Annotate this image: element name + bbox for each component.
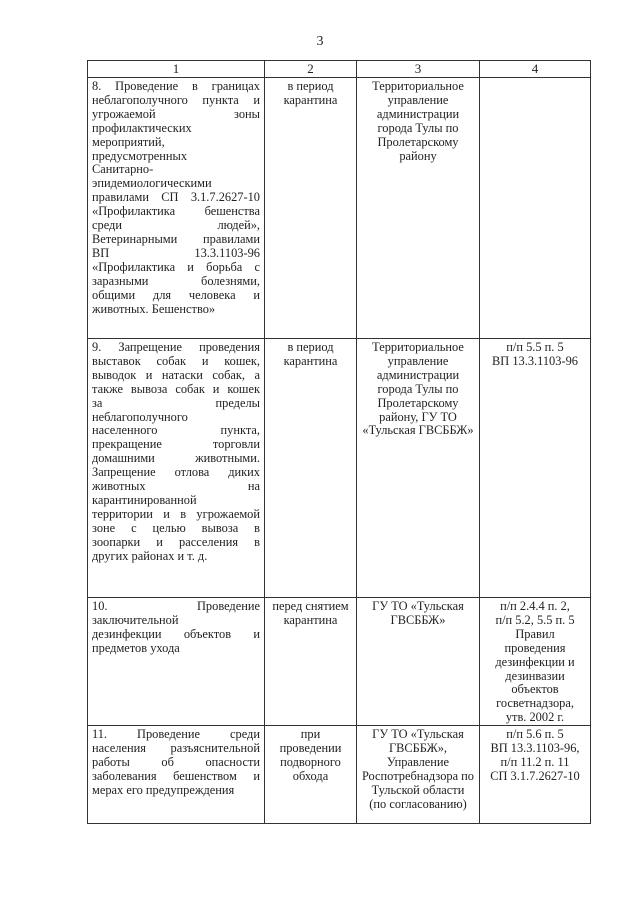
responsible-line: администрации [376,106,460,121]
responsible-line: Территориальное [372,340,464,354]
event-line: территории и в угрожаемой [92,506,260,521]
responsible-line: «Тульская ГВСББЖ» [362,423,474,438]
basis-line: госветнадзора, [496,696,574,711]
basis-line: п/п 5.2, 5.5 п. 5 [495,612,575,627]
basis-line: п/п 5.5 п. 5 [506,340,564,354]
basis-line: дезинвазии [505,668,565,683]
event-line: общими для человека и [92,287,260,302]
period-line: обхода [292,768,329,783]
table-row [88,78,591,339]
event-line: профилактических [92,120,192,135]
event-line: других районах и т. д. [92,548,208,563]
event-line: животных. Бешенство» [92,301,216,316]
basis-line: п/п 2.4.4 п. 2, [500,599,570,613]
event-line: 8. Проведение в границах [92,79,260,93]
event-line: 10. Проведение [92,599,260,613]
header-cell-4: 4 [480,61,591,78]
header-cell-1: 1 [88,61,265,78]
table-header-row [88,61,591,78]
event-line: за пределы [92,395,260,410]
responsible-line: города Тулы по [377,381,459,396]
page-number: 3 [316,34,324,49]
responsible-line: ГВСББЖ», [388,741,447,756]
event-line: заболевания бешенством и [92,768,260,783]
period-line: в период [287,79,334,93]
table-row [88,598,591,726]
event-line: дезинфекции объектов и [92,626,260,641]
event-line: предусмотренных [92,148,188,163]
responsible-line: управление [387,92,449,107]
event-line: зоопарки и расселения в [92,534,260,549]
event-line: неблагополучного [92,409,188,424]
period-line: карантина [283,92,338,107]
responsible-line: ГУ ТО «Тульская [372,599,464,613]
basis-line: ВП 13.3.1103-96, [490,741,580,756]
event-line: угрожаемой зоны [92,106,260,121]
event-line: прекращение торговли [92,437,260,452]
event-line: населенного пункта, [92,423,260,438]
period-cell [265,726,357,824]
period-cell [265,78,357,339]
event-line: заразными болезнями, [92,273,260,288]
period-line: проведении [279,741,342,756]
header-cell-2: 2 [265,61,357,78]
event-line: животных на [92,479,260,494]
responsible-cell [357,339,480,598]
header-cell-3: 3 [357,61,480,78]
event-line: выставок собак и кошек, [92,353,260,368]
period-line: подворного [280,754,341,769]
responsible-line: ГВСББЖ» [390,612,446,627]
event-line: Санитарно- [92,162,154,177]
basis-cell [480,598,591,726]
event-line: мероприятий, [92,134,165,149]
basis-cell [480,78,591,339]
responsible-cell [357,78,480,339]
event-line: среди людей», [92,218,260,233]
basis-line: утв. 2002 г. [505,710,565,725]
responsible-line: управление [387,353,449,368]
responsible-line: города Тулы по [377,120,459,135]
responsible-cell [357,598,480,726]
period-line: перед снятием [272,599,349,613]
event-line: ВП 13.3.1103-96 [92,245,260,260]
event-line: «Профилактика бешенства [92,204,260,219]
event-line: 9. Запрещение проведения [92,340,260,354]
period-line: карантина [283,353,338,368]
period-cell [265,339,357,598]
event-line: Запрещение отлова диких [92,465,260,480]
responsible-line: району [399,148,437,163]
event-line: зоне с целью вывоза в [92,520,260,535]
basis-line: п/п 11.2 п. 11 [500,754,570,769]
event-cell [88,598,265,726]
responsible-line: администрации [376,367,460,382]
basis-line: дезинфекции и [495,654,575,669]
responsible-line: Роспотребнадзора по [361,768,475,783]
event-line: «Профилактика и борьба с [92,259,260,274]
event-line: выводок и натаски собак, а [92,367,260,382]
basis-line: ВП 13.3.1103-96 [492,353,578,368]
table-row [88,726,591,824]
event-line: заключительной [92,612,179,627]
event-line: 11. Проведение среди [92,727,260,742]
responsible-line: району, ГУ ТО [379,409,457,424]
event-line: Ветеринарными правилами [92,231,260,246]
period-cell [265,598,357,726]
event-line: мерах его предупреждения [92,782,235,797]
event-cell [88,726,265,824]
event-cell [88,78,265,339]
measures-table [87,60,591,824]
event-line: эпидемиологическими [92,176,212,191]
event-line: правилами СП 3.1.7.2627-10 [92,190,260,205]
responsible-line: ГУ ТО «Тульская [372,727,464,742]
responsible-line: Пролетарскому [377,134,459,149]
event-cell [88,339,265,598]
responsible-line: Пролетарскому [377,395,459,410]
responsible-line: Управление [386,754,450,769]
responsible-line: Тульской области [371,782,465,797]
event-line: также вывоза собак и кошек [92,381,260,396]
responsible-line: Территориальное [372,79,464,93]
basis-line: Правил [515,626,555,641]
period-line: карантина [283,612,338,627]
event-line: неблагополучного пункта и [92,92,260,107]
basis-line: п/п 5.6 п. 5 [506,727,564,742]
event-line: населения разъяснительной [92,741,260,756]
event-line: карантинированной [92,492,197,507]
basis-line: проведения [504,640,566,655]
basis-cell [480,726,591,824]
basis-cell [480,339,591,598]
event-line: домашними животными. [92,451,260,466]
basis-line: СП 3.1.7.2627-10 [490,768,580,783]
event-line: предметов ухода [92,640,180,655]
basis-line: объектов [511,682,559,697]
responsible-cell [357,726,480,824]
responsible-line: (по согласованию) [369,796,467,811]
period-line: в период [287,340,334,354]
period-line: при [300,727,321,742]
table-row [88,339,591,598]
event-line: работы об опасности [92,754,260,769]
